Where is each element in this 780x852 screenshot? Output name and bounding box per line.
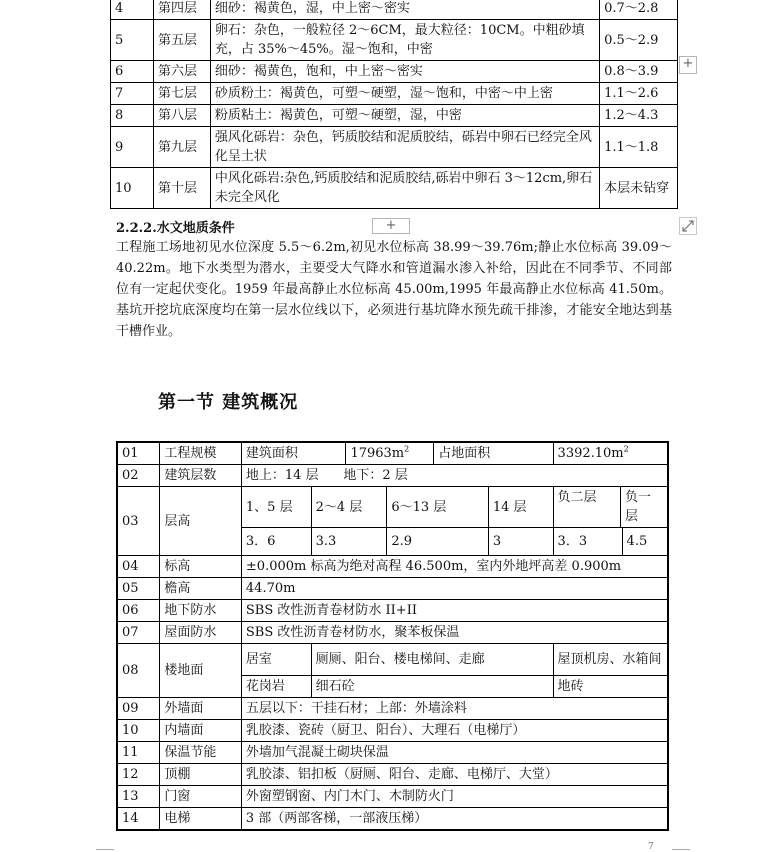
- table-row: [117, 600, 668, 622]
- floor-finish: 地砖: [553, 676, 668, 698]
- strata-no: 7: [111, 83, 154, 105]
- row-no: 09: [117, 698, 160, 720]
- strata-row: [111, 0, 678, 20]
- strata-row: [111, 105, 678, 127]
- strata-no: 9: [111, 127, 154, 168]
- hydro-heading: 2.2.2.水文地质条件: [116, 221, 235, 236]
- table-row: [117, 742, 668, 764]
- section-title: 第一节 建筑概况: [158, 392, 299, 413]
- strata-no: 10: [111, 168, 154, 209]
- row-no: 01: [117, 442, 160, 465]
- row-item: 层高: [160, 487, 242, 556]
- strata-row: [111, 83, 678, 105]
- strata-thick: 0.7～2.8: [600, 0, 678, 20]
- building-overview-table: [116, 441, 669, 831]
- table-row: [117, 698, 668, 720]
- row-item: 楼地面: [160, 644, 242, 698]
- row-item: 顶棚: [160, 764, 242, 786]
- strata-layer: 第六层: [153, 61, 210, 83]
- strata-layer: 第十层: [153, 168, 210, 209]
- row-no: 14: [117, 808, 160, 831]
- strata-desc: 细砂：褐黄色，饱和，中上密～密实: [210, 61, 599, 83]
- strata-thick: 本层未钻穿: [600, 168, 678, 209]
- page-number: 7: [648, 842, 654, 852]
- cell-value: SBS 改性沥青卷材防水，聚苯板保温: [241, 622, 668, 644]
- cell-value: 44.70m: [241, 578, 668, 600]
- row-item: 内墙面: [160, 720, 242, 742]
- strata-row: [111, 168, 678, 209]
- row-item: 外墙面: [160, 698, 242, 720]
- table-row: [117, 578, 668, 600]
- floor-height: 3.3: [311, 528, 387, 556]
- floor-head: 14 层: [488, 487, 553, 528]
- strata-row: [111, 127, 678, 168]
- table-row: [117, 644, 668, 676]
- row-no: 12: [117, 764, 160, 786]
- strata-no: 4: [111, 0, 154, 20]
- strata-layer: 第五层: [153, 20, 210, 61]
- table-row: [117, 465, 668, 487]
- row-item: 电梯: [160, 808, 242, 831]
- strata-thick: 1.2～4.3: [600, 105, 678, 127]
- row-no: 05: [117, 578, 160, 600]
- strata-desc: 强风化砾岩：杂色，钙质胶结和泥质胶结，砾岩中卵石已经完全风化呈土状: [210, 127, 599, 168]
- strata-desc: 细砂：褐黄色，湿，中上密～密实: [210, 0, 599, 20]
- floor-area: 屋顶机房、水箱间: [553, 644, 668, 676]
- floor-height: 2.9: [387, 528, 488, 556]
- strata-thick: 1.1～1.8: [600, 127, 678, 168]
- strata-no: 6: [111, 61, 154, 83]
- strata-thick: 1.1～2.6: [600, 83, 678, 105]
- row-item: 建筑层数: [160, 465, 242, 487]
- add-row-button[interactable]: +: [372, 218, 410, 234]
- strata-desc: 粉质粘土：褐黄色，可塑～硬塑，湿，中密: [210, 105, 599, 127]
- floor-area: 居室: [241, 644, 311, 676]
- table-row: [117, 786, 668, 808]
- floor-head: 2～4 层: [311, 487, 387, 528]
- table-row: [117, 720, 668, 742]
- row-item: 地下防水: [160, 600, 242, 622]
- row-no: 10: [117, 720, 160, 742]
- cell-value: 五层以下：干挂石材；上部：外墙涂料: [241, 698, 668, 720]
- table-row: [117, 622, 668, 644]
- table-row: [117, 442, 668, 465]
- row-no: 03: [117, 487, 160, 556]
- table-row: [117, 487, 668, 528]
- strata-layer: 第七层: [153, 83, 210, 105]
- row-no: 04: [117, 556, 160, 578]
- cell-value: 地上：14 层 地下：2 层: [241, 465, 668, 487]
- row-no: 13: [117, 786, 160, 808]
- row-no: 07: [117, 622, 160, 644]
- floor-head: 1、5 层: [241, 487, 311, 528]
- floor-finish: 花岗岩: [241, 676, 311, 698]
- row-no: 11: [117, 742, 160, 764]
- cell-value: 乳胶漆、瓷砖（厨卫、阳台）、大理石（电梯厅）: [241, 720, 668, 742]
- floor-head: 6～13 层: [387, 487, 488, 528]
- row-item: 保温节能: [160, 742, 242, 764]
- cell-value: ±0.000m 标高为绝对高程 46.500m，室内外地坪高差 0.900m: [241, 556, 668, 578]
- floor-height: 3．6: [241, 528, 311, 556]
- cell-value: 外窗塑钢窗、内门木门、木制防火门: [241, 786, 668, 808]
- row-item: 檐高: [160, 578, 242, 600]
- table-resize-icon[interactable]: [679, 217, 697, 235]
- cell-value: 3 部（两部客梯，一部液压梯）: [241, 808, 668, 831]
- strata-thick: 0.8～3.9: [600, 61, 678, 83]
- row-item: 工程规模: [160, 442, 242, 465]
- strata-layer: 第八层: [153, 105, 210, 127]
- floor-head: 负二层 负一层: [553, 487, 668, 528]
- floor-height: 3: [488, 528, 553, 556]
- cell-value: $3392.10m^2$: [553, 442, 668, 465]
- strata-no: 8: [111, 105, 154, 127]
- page-corner-mark-left: [96, 849, 114, 850]
- row-item: 门窗: [160, 786, 242, 808]
- cell-value: 乳胶漆、铝扣板（厨厕、阳台、走廊、电梯厅、大堂）: [241, 764, 668, 786]
- cell-label: 占地面积: [434, 442, 553, 465]
- cell-value: $17963m^2$: [346, 442, 434, 465]
- table-row: [117, 764, 668, 786]
- hydro-paragraph: 工程施工场地初见水位深度 5.5～6.2m,初见水位标高 38.99～39.76m;静止水位标高 39.09～40.22m。地下水类型为潜水，主要受大气降水和管道漏水渗入补给，因此在不同季节、不同部位有一定起伏变化。1959 年最高静止水位标高 45.00m,1995 年最高静止水位标高 41.50m。基坑开挖坑底深度均在第一层水位线以下，必须进行基坑降水预先疏干排渗，才能安全地达到基干槽作业。: [116, 240, 672, 339]
- row-no: 06: [117, 600, 160, 622]
- add-column-button[interactable]: +: [679, 56, 697, 74]
- strata-layer: 第四层: [153, 0, 210, 20]
- strata-no: 5: [111, 20, 154, 61]
- strata-desc: 卵石：杂色，一般粒径 2～6CM，最大粒径：10CM。中粗砂填充，占 35%～45%。湿～饱和，中密: [210, 20, 599, 61]
- strata-desc: 中风化砾岩:杂色,钙质胶结和泥质胶结,砾岩中卵石 3～12cm,卵石未完全风化: [210, 168, 599, 209]
- cell-value: SBS 改性沥青卷材防水 II+II: [241, 600, 668, 622]
- cell-value: 外墙加气混凝土砌块保温: [241, 742, 668, 764]
- row-no: 02: [117, 465, 160, 487]
- row-item: 标高: [160, 556, 242, 578]
- floor-area: 厕厕、阳台、楼电梯间、走廊: [311, 644, 553, 676]
- floor-finish: 细石砼: [311, 676, 553, 698]
- cell-label: 建筑面积: [241, 442, 346, 465]
- table-row: [117, 556, 668, 578]
- strata-table: [110, 0, 678, 209]
- row-item: 屋面防水: [160, 622, 242, 644]
- row-no: 08: [117, 644, 160, 698]
- floor-height: 3．3 4.5: [553, 528, 668, 556]
- table-row: [117, 808, 668, 831]
- strata-layer: 第九层: [153, 127, 210, 168]
- strata-thick: 0.5～2.9: [600, 20, 678, 61]
- strata-row: [111, 61, 678, 83]
- page-corner-mark-right: [672, 849, 690, 850]
- strata-desc: 砂质粉土：褐黄色，可塑～硬塑，湿～饱和，中密～中上密: [210, 83, 599, 105]
- strata-row: [111, 20, 678, 61]
